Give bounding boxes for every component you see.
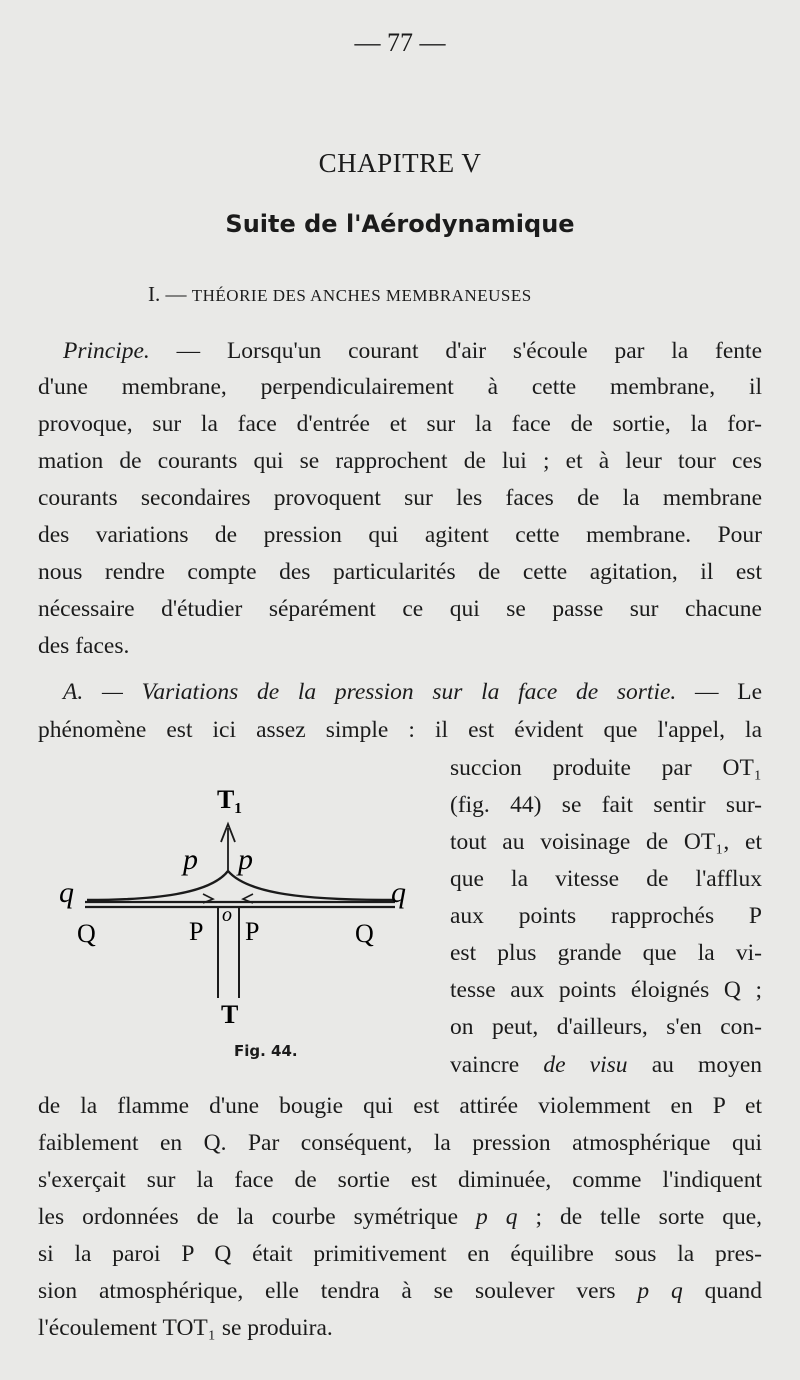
label-Q-left: Q xyxy=(77,919,96,948)
para1-line-7: nous rendre compte des particularités de cette agitation, il est xyxy=(38,559,762,585)
chapter-heading: CHAPITRE V xyxy=(318,148,482,178)
para2-line-8 xyxy=(38,1276,762,1306)
page-number: — 77 — xyxy=(354,28,446,57)
chapter-title: Suite de l'Aérodynamique xyxy=(225,210,575,238)
text: vaincre xyxy=(450,1052,520,1078)
text: sion atmosphérique, elle tendra à se soulever vers xyxy=(38,1278,616,1304)
para2-line-4: faiblement en Q. Par conséquent, la pression atmosphérique qui xyxy=(38,1130,762,1156)
section-number: I. — xyxy=(148,282,187,306)
para1-line-6: des variations de pression qui agitent cette membrane. Pour xyxy=(38,522,762,548)
para1-line-4: mation de courants qui se rapprochent de lui ; et à leur tour ces xyxy=(38,448,762,474)
text-italic: p q xyxy=(637,1278,683,1304)
label-P-left: P xyxy=(189,917,204,946)
label-P-right: P xyxy=(245,917,260,946)
figure-44-diagram xyxy=(55,770,425,1070)
para2-right-8: on peut, d'ailleurs, s'en con- xyxy=(450,1014,762,1040)
text: — Le xyxy=(695,679,763,705)
text: les ordonnées de la courbe symétrique xyxy=(38,1204,459,1230)
text: au moyen xyxy=(651,1052,763,1078)
para1-line-2: d'une membrane, perpendiculairement à cette membrane, il xyxy=(38,374,762,400)
para2-line-1 xyxy=(63,677,762,707)
para1-label: Principe. xyxy=(63,338,150,364)
para1-line-5: courants secondaires provoquent sur les faces de la membrane xyxy=(38,485,762,511)
para2-line-6 xyxy=(38,1202,762,1232)
text-italic: p q xyxy=(476,1204,518,1230)
label-q-right: q xyxy=(391,876,406,909)
para2-right-7: tesse aux points éloignés Q ; xyxy=(450,977,762,1003)
para2-line-2: phénomène est ici assez simple : il est évident que l'appel, la xyxy=(38,717,762,743)
para2-label-b: Variations de la pression sur la face de sortie. xyxy=(141,679,677,705)
label-T1: T₁ xyxy=(217,785,243,814)
para1-line-8: nécessaire d'étudier séparément ce qui se passe sur chacune xyxy=(38,596,762,622)
para1-line-9: des faces. xyxy=(38,633,130,659)
label-T: T xyxy=(221,1000,239,1029)
text: quand xyxy=(704,1278,762,1304)
section-title: THÉORIE DES ANCHES MEMBRANEUSES xyxy=(191,286,532,305)
label-O: o xyxy=(222,904,232,926)
para2-right-1: succion produite par OT₁ xyxy=(450,755,762,781)
text: — Lorsqu'un courant d'air s'écoule par la fente xyxy=(176,338,763,364)
para2-right-5: aux points rapprochés P xyxy=(450,903,762,929)
label-p-left: p xyxy=(183,843,198,876)
para2-right-4: que la vitesse de l'afflux xyxy=(450,866,762,892)
text-italic: de visu xyxy=(543,1052,628,1078)
para2-right-6: est plus grande que la vi- xyxy=(450,940,762,966)
para1-line-3: provoque, sur la face d'entrée et sur la face de sortie, la for- xyxy=(38,411,762,437)
para2-line-9: l'écoulement TOT₁ se produira. xyxy=(38,1315,333,1341)
para2-label-a: A. — xyxy=(63,679,123,705)
para2-right-9 xyxy=(450,1050,762,1080)
text: ; de telle sorte que, xyxy=(535,1204,763,1230)
para1-line-1 xyxy=(63,336,762,366)
para2-right-2: (fig. 44) se fait sentir sur- xyxy=(450,792,762,818)
figure-caption: Fig. 44. xyxy=(234,1042,298,1060)
para2-line-5: s'exerçait sur la face de sortie est diminuée, comme l'indiquent xyxy=(38,1167,762,1193)
para2-line-7: si la paroi P Q était primitivement en équilibre sous la pres- xyxy=(38,1241,762,1267)
section-heading xyxy=(148,282,532,307)
para2-right-3: tout au voisinage de OT₁, et xyxy=(450,829,762,855)
label-Q-right: Q xyxy=(355,919,374,948)
para2-line-3: de la flamme d'une bougie qui est attirée violemment en P et xyxy=(38,1093,762,1119)
label-p-right: p xyxy=(238,843,253,876)
label-q-left: q xyxy=(59,876,74,909)
